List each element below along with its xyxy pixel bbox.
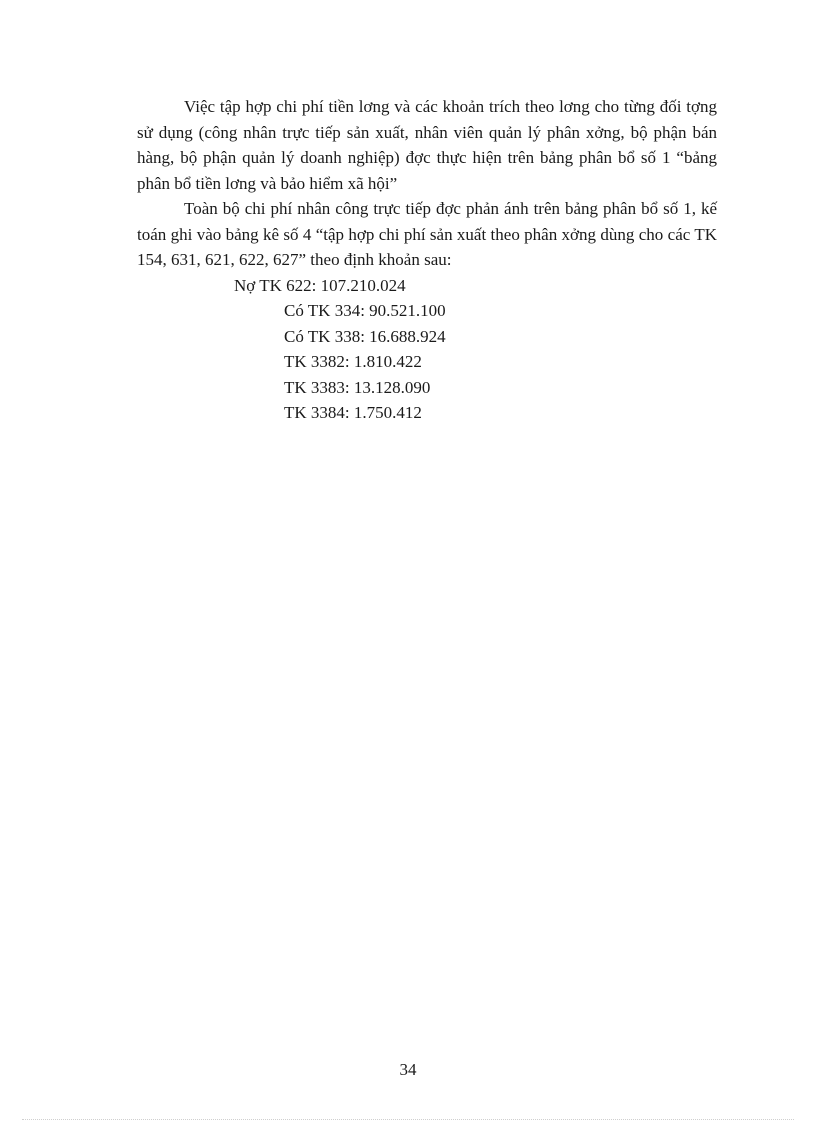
paragraph-payroll-allocation: Việc tập hợp chi phí tiền lơng và các khoản trích theo lơng cho từng đối tợng sử dụng (công nhân trực tiếp sản xuất, nhân viên quản lý phân xởng, bộ phận bán hàng, bộ phận quản lý doanh nghiệp) đợc thực hiện trên bảng phân bổ số 1 “bảng phân bổ tiền lơng và bảo hiểm xã hội” [137, 97, 717, 193]
paragraph-direct-labor-cost: Toàn bộ chi phí nhân công trực tiếp đợc phản ánh trên bảng phân bổ số 1, kế toán ghi vào bảng kê số 4 “tập hợp chi phí sản xuất theo phân xởng dùng cho các TK 154, 631, 621, 622, 627” theo định khoản sau: [137, 199, 717, 269]
page-bottom-divider [22, 1119, 794, 1120]
page-number: 34 [399, 1060, 417, 1079]
entry-credit-tk-334: Có TK 334: 90.521.100 [284, 301, 446, 320]
entry-debit-tk-622: Nợ TK 622: 107.210.024 [234, 275, 406, 295]
entry-tk-3384: TK 3384: 1.750.412 [284, 403, 422, 422]
entry-credit-tk-338: Có TK 338: 16.688.924 [284, 326, 446, 346]
entry-tk-3383: TK 3383: 13.128.090 [284, 377, 431, 397]
journal-entries [137, 273, 717, 426]
entry-tk-3382: TK 3382: 1.810.422 [284, 352, 422, 371]
body-text [137, 94, 717, 426]
